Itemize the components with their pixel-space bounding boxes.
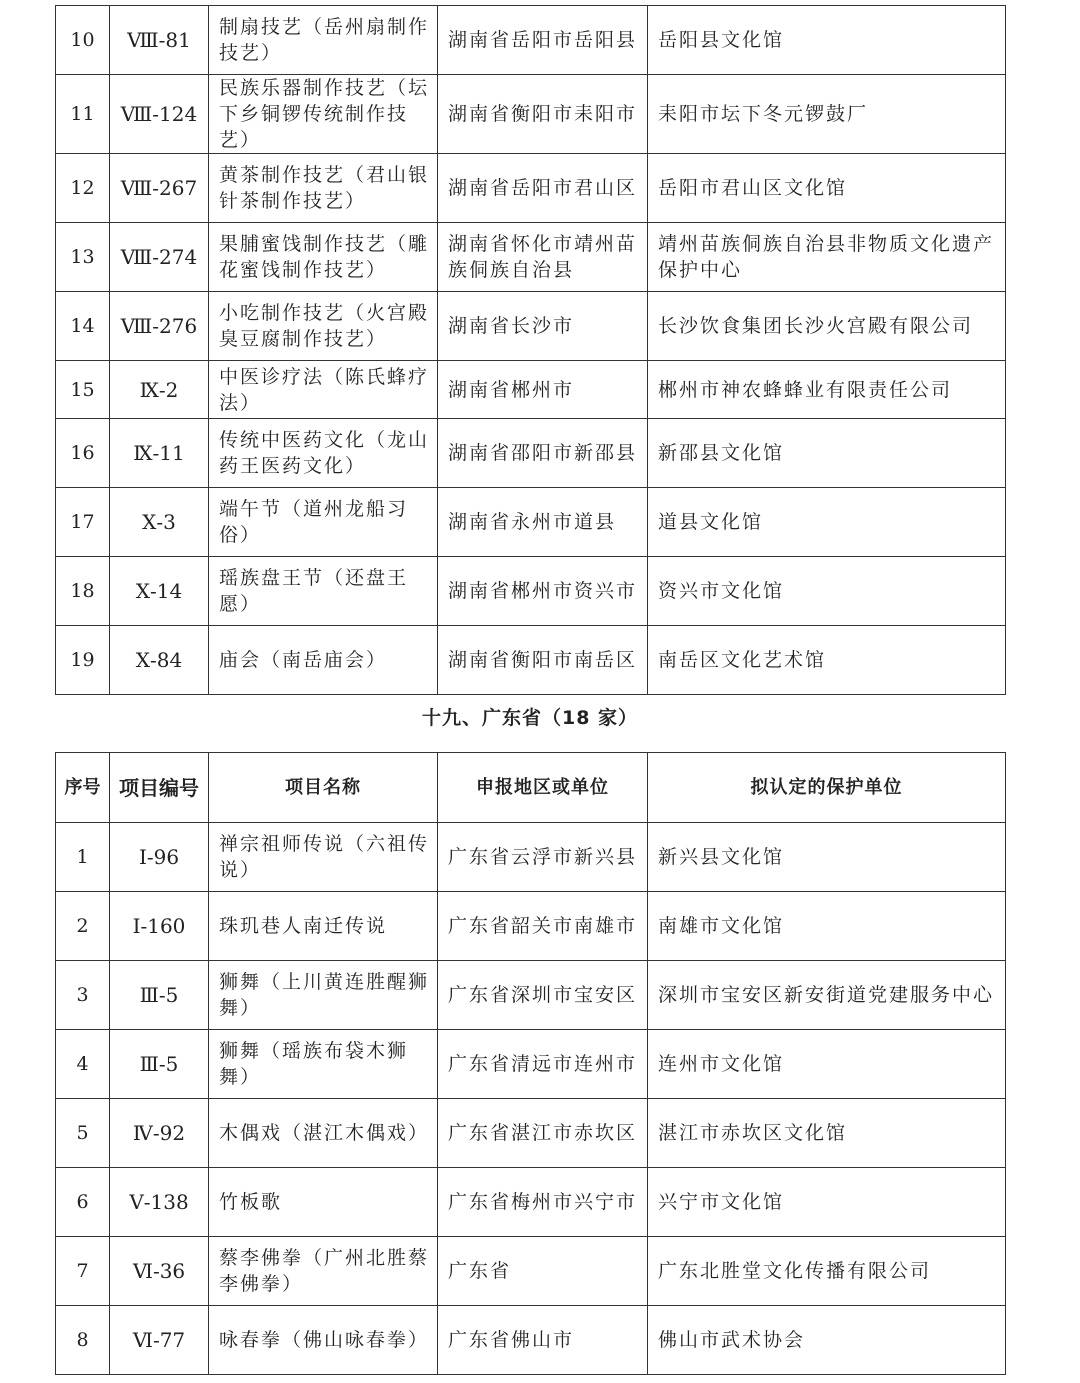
- header-code: 项目编号: [110, 753, 209, 823]
- table-row: [56, 223, 1006, 292]
- cell-name: 庙会（南岳庙会）: [209, 626, 438, 695]
- cell-name: 瑶族盘王节（还盘王愿）: [209, 557, 438, 626]
- header-unit: 拟认定的保护单位: [648, 753, 1006, 823]
- cell-code: Ⅹ-3: [110, 488, 209, 557]
- cell-code: Ⅸ-2: [110, 361, 209, 419]
- cell-region: 广东省清远市连州市: [438, 1030, 648, 1099]
- cell-unit: 广东北胜堂文化传播有限公司: [648, 1237, 1006, 1306]
- cell-code: Ⅹ-14: [110, 557, 209, 626]
- cell-name: 木偶戏（湛江木偶戏）: [209, 1099, 438, 1168]
- cell-region: 湖南省邵阳市新邵县: [438, 419, 648, 488]
- cell-name: 制扇技艺（岳州扇制作技艺）: [209, 6, 438, 75]
- cell-name: 禅宗祖师传说（六祖传说）: [209, 823, 438, 892]
- cell-name: 咏春拳（佛山咏春拳）: [209, 1306, 438, 1375]
- cell-region: 广东省韶关市南雄市: [438, 892, 648, 961]
- table-body: [56, 6, 1006, 695]
- cell-name: 狮舞（上川黄连胜醒狮舞）: [209, 961, 438, 1030]
- cell-region: 湖南省衡阳市南岳区: [438, 626, 648, 695]
- cell-unit: 郴州市神农蜂蜂业有限责任公司: [648, 361, 1006, 419]
- cell-unit: 岳阳县文化馆: [648, 6, 1006, 75]
- cell-no: 13: [56, 223, 110, 292]
- table-row: [56, 1237, 1006, 1306]
- cell-region: 湖南省怀化市靖州苗族侗族自治县: [438, 223, 648, 292]
- table-row: [56, 557, 1006, 626]
- table-header-row: [56, 753, 1006, 823]
- cell-region: 湖南省岳阳市岳阳县: [438, 6, 648, 75]
- cell-no: 14: [56, 292, 110, 361]
- cell-unit: 湛江市赤坎区文化馆: [648, 1099, 1006, 1168]
- cell-name: 竹板歌: [209, 1168, 438, 1237]
- cell-name: 黄茶制作技艺（君山银针茶制作技艺）: [209, 154, 438, 223]
- cell-unit: 南雄市文化馆: [648, 892, 1006, 961]
- cell-unit: 深圳市宝安区新安街道党建服务中心: [648, 961, 1006, 1030]
- header-no: 序号: [56, 753, 110, 823]
- cell-name: 小吃制作技艺（火宫殿臭豆腐制作技艺）: [209, 292, 438, 361]
- cell-unit: 长沙饮食集团长沙火宫殿有限公司: [648, 292, 1006, 361]
- cell-no: 2: [56, 892, 110, 961]
- cell-region: 湖南省郴州市资兴市: [438, 557, 648, 626]
- cell-unit: 连州市文化馆: [648, 1030, 1006, 1099]
- cell-no: 7: [56, 1237, 110, 1306]
- cell-region: 广东省湛江市赤坎区: [438, 1099, 648, 1168]
- table-row: [56, 488, 1006, 557]
- cell-unit: 佛山市武术协会: [648, 1306, 1006, 1375]
- table-row: [56, 292, 1006, 361]
- cell-code: Ⅸ-11: [110, 419, 209, 488]
- cell-region: 湖南省郴州市: [438, 361, 648, 419]
- table-row: [56, 1030, 1006, 1099]
- section-title: 十九、广东省（18 家）: [421, 707, 639, 729]
- cell-unit: 道县文化馆: [648, 488, 1006, 557]
- cell-unit: 资兴市文化馆: [648, 557, 1006, 626]
- cell-name: 中医诊疗法（陈氏蜂疗法）: [209, 361, 438, 419]
- cell-code: Ⅹ-84: [110, 626, 209, 695]
- cell-code: Ⅲ-5: [110, 1030, 209, 1099]
- cell-code: Ⅰ-96: [110, 823, 209, 892]
- cell-unit: 靖州苗族侗族自治县非物质文化遗产保护中心: [648, 223, 1006, 292]
- cell-name: 民族乐器制作技艺（坛下乡铜锣传统制作技艺）: [209, 75, 438, 154]
- table-row: [56, 1099, 1006, 1168]
- cell-unit: 新兴县文化馆: [648, 823, 1006, 892]
- cell-region: 广东省云浮市新兴县: [438, 823, 648, 892]
- cell-name: 果脯蜜饯制作技艺（雕花蜜饯制作技艺）: [209, 223, 438, 292]
- cell-code: Ⅷ-124: [110, 75, 209, 154]
- heritage-table-hunan: [55, 5, 1006, 695]
- cell-code: Ⅲ-5: [110, 961, 209, 1030]
- header-region: 申报地区或单位: [438, 753, 648, 823]
- cell-name: 珠玑巷人南迁传说: [209, 892, 438, 961]
- cell-unit: 耒阳市坛下冬元锣鼓厂: [648, 75, 1006, 154]
- cell-region: 广东省深圳市宝安区: [438, 961, 648, 1030]
- cell-name: 蔡李佛拳（广州北胜蔡李佛拳）: [209, 1237, 438, 1306]
- table-row: [56, 626, 1006, 695]
- cell-code: Ⅰ-160: [110, 892, 209, 961]
- cell-region: 广东省: [438, 1237, 648, 1306]
- table-row: [56, 1306, 1006, 1375]
- cell-region: 广东省佛山市: [438, 1306, 648, 1375]
- cell-code: Ⅵ-36: [110, 1237, 209, 1306]
- cell-no: 5: [56, 1099, 110, 1168]
- table-row: [56, 1168, 1006, 1237]
- table-row: [56, 361, 1006, 419]
- cell-no: 8: [56, 1306, 110, 1375]
- cell-unit: 南岳区文化艺术馆: [648, 626, 1006, 695]
- table-row: [56, 892, 1006, 961]
- cell-no: 10: [56, 6, 110, 75]
- cell-no: 18: [56, 557, 110, 626]
- cell-no: 3: [56, 961, 110, 1030]
- cell-name: 端午节（道州龙船习俗）: [209, 488, 438, 557]
- cell-code: Ⅷ-81: [110, 6, 209, 75]
- cell-code: Ⅷ-276: [110, 292, 209, 361]
- cell-no: 15: [56, 361, 110, 419]
- cell-code: Ⅳ-92: [110, 1099, 209, 1168]
- cell-region: 湖南省岳阳市君山区: [438, 154, 648, 223]
- table-body: [56, 823, 1006, 1375]
- cell-unit: 新邵县文化馆: [648, 419, 1006, 488]
- cell-no: 12: [56, 154, 110, 223]
- cell-no: 6: [56, 1168, 110, 1237]
- cell-name: 狮舞（瑶族布袋木狮舞）: [209, 1030, 438, 1099]
- cell-region: 湖南省衡阳市耒阳市: [438, 75, 648, 154]
- header-name: 项目名称: [209, 753, 438, 823]
- cell-unit: 兴宁市文化馆: [648, 1168, 1006, 1237]
- heritage-table-guangdong: [55, 752, 1006, 1375]
- cell-region: 湖南省永州市道县: [438, 488, 648, 557]
- table-row: [56, 961, 1006, 1030]
- table-row: [56, 75, 1006, 154]
- cell-no: 19: [56, 626, 110, 695]
- cell-code: Ⅴ-138: [110, 1168, 209, 1237]
- cell-no: 17: [56, 488, 110, 557]
- cell-code: Ⅷ-274: [110, 223, 209, 292]
- cell-code: Ⅷ-267: [110, 154, 209, 223]
- cell-region: 广东省梅州市兴宁市: [438, 1168, 648, 1237]
- cell-no: 1: [56, 823, 110, 892]
- table-row: [56, 154, 1006, 223]
- cell-no: 16: [56, 419, 110, 488]
- table-row: [56, 419, 1006, 488]
- table-row: [56, 823, 1006, 892]
- cell-code: Ⅵ-77: [110, 1306, 209, 1375]
- table-row: [56, 6, 1006, 75]
- cell-no: 11: [56, 75, 110, 154]
- cell-region: 湖南省长沙市: [438, 292, 648, 361]
- cell-name: 传统中医药文化（龙山药王医药文化）: [209, 419, 438, 488]
- cell-unit: 岳阳市君山区文化馆: [648, 154, 1006, 223]
- cell-no: 4: [56, 1030, 110, 1099]
